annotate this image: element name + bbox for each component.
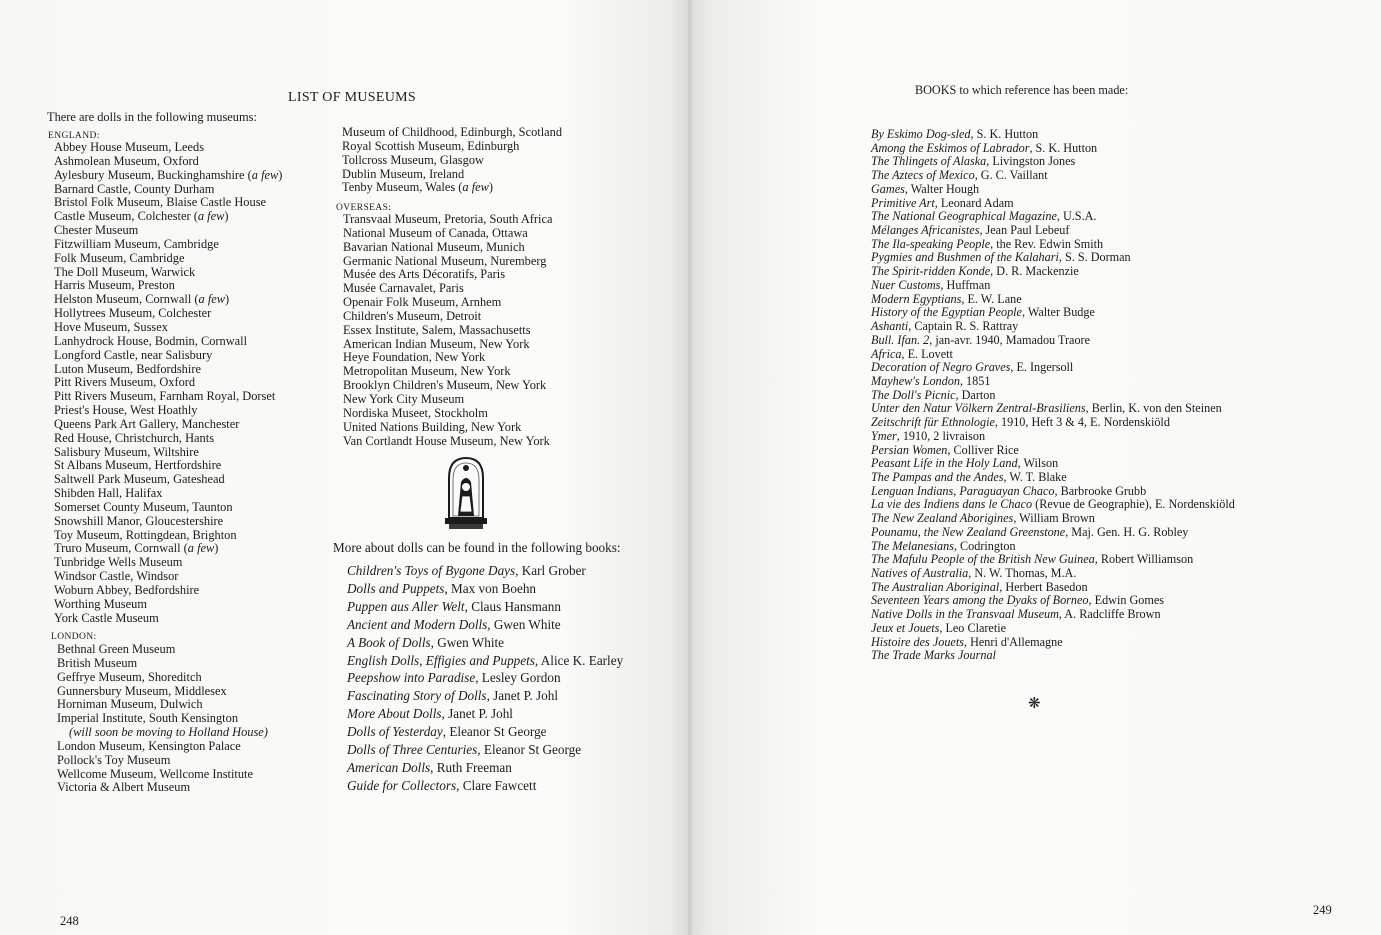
museum-item: Snowshill Manor, Gloucestershire — [54, 513, 224, 528]
museum-item: Wellcome Museum, Wellcome Institute — [57, 766, 253, 781]
book-title: Pygmies and Bushmen of the Kalahari — [871, 250, 1059, 265]
museum-item: Heye Foundation, New York — [343, 350, 486, 365]
overseas-heading: OVERSEAS: — [336, 203, 392, 213]
museum-item: Abbey House Museum, Leeds — [54, 140, 205, 154]
museum-item: Pitt Rivers Museum, Oxford — [54, 375, 196, 390]
reference-item: Persian Women, Colliver Rice — [871, 442, 1019, 457]
museum-item: Pollock's Toy Museum — [57, 752, 171, 767]
book-title: A Book of Dolls — [347, 634, 431, 650]
book-item: American Dolls, Ruth Freeman — [347, 759, 512, 775]
book-title: Dolls and Puppets — [347, 580, 445, 596]
book-title: The Melanesians — [871, 538, 954, 553]
reference-item: The New Zealand Aborigines, William Brown — [871, 511, 1095, 526]
museum-item: Barnard Castle, County Durham — [54, 181, 215, 196]
book-title: By Eskimo Dog-sled — [871, 127, 971, 141]
reference-item: The Spirit-ridden Konde, D. R. Mackenzie — [871, 264, 1079, 279]
overseas-museum-list — [343, 213, 552, 448]
book-item: A Book of Dolls, Gwen White — [347, 634, 505, 650]
book-title: Peepshow into Paradise — [347, 670, 476, 686]
reference-item: The Australian Aboriginal, Herbert Basedon — [871, 579, 1088, 594]
museums-intro: There are dolls in the following museums: — [47, 110, 257, 124]
book-title: Dolls of Yesterday — [347, 724, 443, 740]
reference-item: Natives of Australia, N. W. Thomas, M.A. — [871, 566, 1077, 580]
book-title: History of the Egyptian People — [871, 305, 1022, 320]
book-title: Ymer — [871, 428, 897, 443]
page-number-right: 249 — [1313, 903, 1332, 917]
book-title: Bull. Ifan. 2 — [871, 332, 930, 347]
doll-dome-illustration — [441, 454, 491, 532]
museum-item: Red House, Christchurch, Hants — [54, 430, 215, 445]
museum-item: St Albans Museum, Hertfordshire — [54, 458, 222, 473]
book-title: Primitive Art — [871, 195, 935, 210]
references-list — [871, 128, 1235, 663]
museum-note: (will soon be moving to Holland House) — [69, 725, 268, 740]
reference-item: By Eskimo Dog-sled, S. K. Hutton — [871, 127, 1039, 141]
museum-item: Saltwell Park Museum, Gateshead — [54, 472, 225, 487]
reference-item: Histoire des Jouets, Henri d'Allemagne — [871, 634, 1063, 649]
book-title: Unter den Natur Völkern Zentral-Brasiliens — [871, 401, 1086, 416]
book-title: The Trade Marks Journal — [871, 648, 996, 663]
reference-item: The Thlingets of Alaska, Livingston Jones — [871, 154, 1076, 169]
museum-item: Van Cortlandt House Museum, New York — [343, 433, 550, 448]
book-title: Modern Egyptians — [871, 291, 962, 306]
museum-item: London Museum, Kensington Palace — [57, 738, 241, 753]
reference-item: Africa, E. Lovett — [871, 346, 953, 361]
museum-item: Bavarian National Museum, Munich — [343, 239, 525, 254]
reference-item: Primitive Art, Leonard Adam — [871, 195, 1014, 210]
museum-item: Germanic National Museum, Nuremberg — [343, 253, 547, 268]
museum-item: Royal Scottish Museum, Edinburgh — [342, 138, 520, 153]
book-title: American Dolls — [347, 759, 431, 775]
museum-item: Gunnersbury Museum, Middlesex — [57, 683, 227, 698]
museum-item: Musée des Arts Décoratifs, Paris — [343, 267, 506, 282]
reference-item: The Melanesians, Codrington — [871, 538, 1016, 553]
book-title: Nuer Customs — [871, 277, 941, 292]
museum-item: Luton Museum, Bedfordshire — [54, 361, 201, 376]
reference-item: The Mafulu People of the British New Guinea, Robert Williamson — [871, 552, 1194, 567]
book-item: Guide for Collectors, Clare Fawcett — [347, 777, 537, 793]
museum-item: Brooklyn Children's Museum, New York — [343, 378, 547, 393]
museum-item: Somerset County Museum, Taunton — [54, 499, 233, 514]
museum-item: Windsor Castle, Windsor — [54, 569, 179, 584]
page-title: LIST OF MUSEUMS — [288, 90, 416, 105]
museum-item: Hove Museum, Sussex — [54, 319, 168, 334]
book-gutter — [688, 0, 692, 935]
book-item: Puppen aus Aller Welt, Claus Hansmann — [347, 598, 561, 614]
book-title: The Ila-speaking People — [871, 236, 991, 251]
reference-item: The Doll's Picnic, Darton — [871, 387, 996, 402]
reference-item: Seventeen Years among the Dyaks of Borneo, Edwin Gomes — [871, 593, 1165, 608]
book-title: Zeitschrift für Ethnologie — [871, 415, 995, 430]
page-number-left: 248 — [60, 914, 79, 928]
museum-item: Harris Museum, Preston — [54, 278, 175, 293]
book-item: Fascinating Story of Dolls, Janet P. Johl — [347, 688, 559, 704]
book-title: Dolls of Three Centuries — [347, 742, 478, 758]
doll-books-list — [347, 562, 623, 795]
reference-item: Pounamu, the New Zealand Greenstone, Maj. Gen. H. G. Robley — [871, 524, 1189, 539]
reference-item: Bull. Ifan. 2, jan-avr. 1940, Mamadou Traore — [871, 332, 1091, 347]
museum-item: Museum of Childhood, Edinburgh, Scotland — [342, 125, 563, 139]
museum-item: Nordiska Museet, Stockholm — [343, 405, 488, 420]
museum-item: Shibden Hall, Halifax — [54, 486, 163, 501]
reference-item: Ymer, 1910, 2 livraison — [871, 428, 986, 443]
book-title: Native Dolls in the Transvaal Museum — [871, 607, 1059, 622]
book-item: English Dolls, Effigies and Puppets, Alice K. Earley — [347, 652, 624, 668]
museum-item: Dublin Museum, Ireland — [342, 166, 465, 181]
reference-item: Pygmies and Bushmen of the Kalahari, S. S. Dorman — [871, 250, 1131, 265]
book-title: Fascinating Story of Dolls — [347, 688, 487, 704]
museum-item: Geffrye Museum, Shoreditch — [57, 669, 202, 684]
reference-item: Zeitschrift für Ethnologie, 1910, Heft 3 & 4, E. Nordenskiöld — [871, 415, 1170, 430]
museum-item: Lanhydrock House, Bodmin, Cornwall — [54, 333, 248, 348]
book-title: The Spirit-ridden Konde — [871, 264, 991, 279]
england-museum-list — [54, 141, 282, 626]
museum-item: Longford Castle, near Salisbury — [54, 347, 213, 362]
reference-item: Peasant Life in the Holy Land, Wilson — [871, 456, 1059, 471]
museum-item: Salisbury Museum, Wiltshire — [54, 444, 199, 459]
museum-item: The Doll Museum, Warwick — [54, 264, 196, 279]
museum-item: Priest's House, West Hoathly — [54, 403, 198, 418]
book-title: The Thlingets of Alaska — [871, 154, 987, 169]
book-item: Children's Toys of Bygone Days, Karl Grober — [347, 563, 586, 578]
reference-item: Native Dolls in the Transvaal Museum, A. Radcliffe Brown — [871, 607, 1161, 622]
museum-item: York Castle Museum — [54, 610, 159, 625]
london-heading: LONDON: — [51, 632, 97, 642]
museum-item: United Nations Building, New York — [343, 419, 522, 434]
museum-item: Essex Institute, Salem, Massachusetts — [343, 322, 531, 337]
reference-item: History of the Egyptian People, Walter Budge — [871, 305, 1095, 320]
book-title: Seventeen Years among the Dyaks of Borneo — [871, 593, 1089, 608]
museum-item: Bristol Folk Museum, Blaise Castle House — [54, 195, 267, 210]
museum-item: Tenby Museum, Wales (a few) — [342, 180, 494, 195]
book-title: The Pampas and the Andes — [871, 469, 1004, 484]
museum-item: Imperial Institute, South Kensington — [57, 711, 239, 726]
book-title: Mayhew's London — [871, 373, 960, 388]
book-title: Ancient and Modern Dolls — [347, 616, 488, 632]
reference-item: Mélanges Africanistes, Jean Paul Lebeuf — [871, 223, 1070, 238]
reference-item: Modern Egyptians, E. W. Lane — [871, 291, 1022, 306]
reference-item: La vie des Indiens dans le Chaco (Revue de Geographie), E. Nordenskiöld — [871, 497, 1235, 512]
book-title: Among the Eskimos of Labrador — [871, 140, 1030, 155]
book-title: Guide for Collectors — [347, 777, 457, 793]
reference-item: Games, Walter Hough — [871, 181, 980, 196]
museum-item: Aylesbury Museum, Buckinghamshire (a few) — [54, 167, 283, 182]
book-title: Jeux et Jouets — [871, 620, 940, 635]
museum-item: Bethnal Green Museum — [57, 642, 176, 656]
book-title: Lenguan Indians, Paraguayan Chaco — [871, 483, 1055, 498]
book-item: Peepshow into Paradise, Lesley Gordon — [347, 670, 561, 686]
museum-item: Horniman Museum, Dulwich — [57, 697, 203, 712]
museum-item: Hollytrees Museum, Colchester — [54, 306, 212, 321]
book-title: Peasant Life in the Holy Land — [871, 456, 1018, 471]
museum-item: Castle Museum, Colchester (a few) — [54, 209, 229, 224]
book-title: The Australian Aboriginal — [871, 579, 1000, 594]
museum-item: British Museum — [57, 655, 138, 670]
book-item: Dolls of Yesterday, Eleanor St George — [347, 724, 547, 740]
museum-item: Transvaal Museum, Pretoria, South Africa — [343, 212, 553, 226]
reference-item: Among the Eskimos of Labrador, S. K. Hutton — [871, 140, 1098, 155]
reference-item: The National Geographical Magazine, U.S.A. — [871, 209, 1097, 224]
book-title: Decoration of Negro Graves — [871, 360, 1011, 375]
reference-item: Lenguan Indians, Paraguayan Chaco, Barbrooke Grubb — [871, 483, 1147, 498]
reference-item: The Aztecs of Mexico, G. C. Vaillant — [871, 168, 1048, 183]
reference-item: The Pampas and the Andes, W. T. Blake — [871, 469, 1067, 484]
book-title: La vie des Indiens dans le Chaco — [871, 497, 1033, 512]
reference-item — [871, 649, 1235, 663]
book-title: More About Dolls — [347, 706, 442, 722]
book-title: Mélanges Africanistes — [871, 223, 980, 238]
museum-item: Pitt Rivers Museum, Farnham Royal, Dorset — [54, 389, 276, 404]
book-title: Puppen aus Aller Welt — [347, 598, 465, 614]
museum-item: Ashmolean Museum, Oxford — [54, 153, 199, 168]
book-item: Ancient and Modern Dolls, Gwen White — [347, 616, 561, 632]
museum-item: Tollcross Museum, Glasgow — [342, 152, 484, 167]
reference-item: Jeux et Jouets, Leo Claretie — [871, 620, 1007, 635]
museum-item: Worthing Museum — [54, 596, 147, 611]
museum-item: Truro Museum, Cornwall (a few) — [54, 541, 219, 556]
book-title: The New Zealand Aborigines — [871, 511, 1014, 526]
museum-item: Tunbridge Wells Museum — [54, 555, 183, 570]
england-heading: ENGLAND: — [48, 131, 100, 141]
book-title: Pounamu, the New Zealand Greenstone — [871, 524, 1066, 539]
reference-item: The Ila-speaking People, the Rev. Edwin Smith — [871, 236, 1104, 251]
museum-item: Woburn Abbey, Bedfordshire — [54, 583, 200, 597]
book-item: More About Dolls, Janet P. Johl — [347, 706, 513, 722]
museum-item: Chester Museum — [54, 223, 139, 238]
museum-item: Children's Museum, Detroit — [343, 308, 482, 323]
museum-item: Openair Folk Museum, Arnhem — [343, 295, 502, 310]
museum-item: American Indian Museum, New York — [343, 336, 530, 351]
book-title: The Mafulu People of the British New Guinea — [871, 552, 1095, 567]
museum-item: Fitzwilliam Museum, Cambridge — [54, 236, 219, 251]
reference-item: Mayhew's London, 1851 — [871, 373, 991, 388]
book-title: Children's Toys of Bygone Days — [347, 563, 516, 578]
museum-item: Queens Park Art Gallery, Manchester — [54, 416, 240, 431]
book-title: Games — [871, 181, 905, 196]
books-intro: More about dolls can be found in the following books: — [333, 540, 621, 555]
book-title: The National Geographical Magazine — [871, 209, 1057, 224]
book-title: Histoire des Jouets — [871, 634, 964, 649]
reference-item: Ashanti, Captain R. S. Rattray — [871, 319, 1019, 334]
reference-item: Decoration of Negro Graves, E. Ingersoll — [871, 360, 1074, 375]
scotland-wales-ireland-list — [342, 126, 562, 195]
london-museum-list — [57, 643, 268, 795]
book-title: English Dolls, Effigies and Puppets — [347, 652, 535, 668]
book-title: Ashanti — [871, 319, 909, 334]
museum-item: Toy Museum, Rottingdean, Brighton — [54, 527, 237, 542]
museum-item: Victoria & Albert Museum — [57, 780, 191, 795]
book-title: Africa — [871, 346, 902, 361]
museum-item: Helston Museum, Cornwall (a few) — [54, 292, 230, 307]
book-item: Dolls of Three Centuries, Eleanor St George — [347, 742, 582, 758]
book-title: Natives of Australia — [871, 566, 969, 580]
references-title: BOOKS to which reference has been made: — [915, 83, 1129, 97]
book-title: Persian Women — [871, 442, 948, 457]
museum-item: National Museum of Canada, Ottawa — [343, 225, 528, 240]
museum-item: New York City Museum — [343, 391, 465, 406]
museum-item: Musée Carnavalet, Paris — [343, 281, 464, 296]
book-title: The Aztecs of Mexico — [871, 168, 975, 183]
reference-item: Unter den Natur Völkern Zentral-Brasiliens, Berlin, K. von den Steinen — [871, 401, 1222, 416]
book-title: The Doll's Picnic — [871, 387, 956, 402]
museum-item: Metropolitan Museum, New York — [343, 364, 511, 379]
reference-item: Nuer Customs, Huffman — [871, 277, 991, 292]
book-item: Dolls and Puppets, Max von Boehn — [347, 580, 537, 596]
museum-item: Folk Museum, Cambridge — [54, 250, 185, 265]
ornament-icon: ❋ — [1028, 696, 1041, 712]
